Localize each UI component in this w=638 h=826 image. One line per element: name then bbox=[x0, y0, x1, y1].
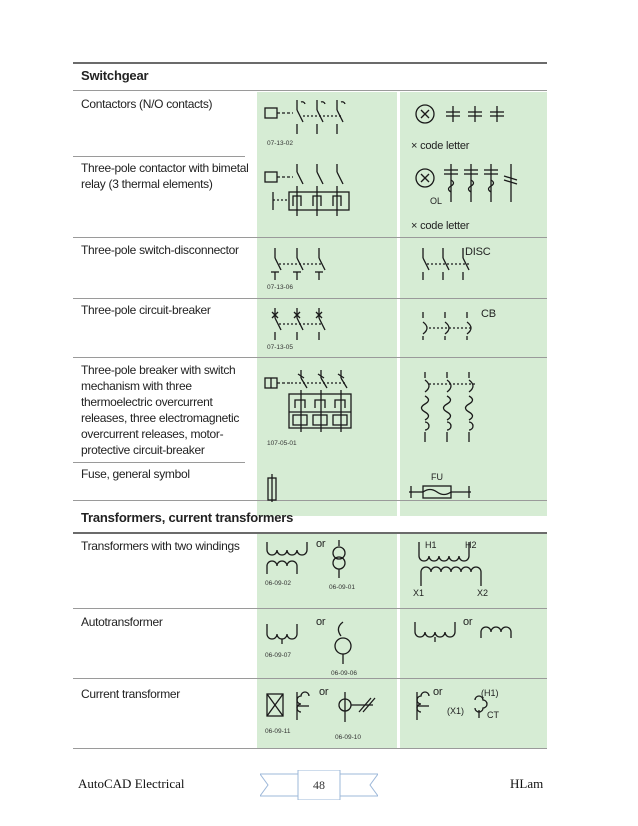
motor-protective-breaker-ansi-symbol bbox=[417, 370, 497, 444]
rule bbox=[73, 90, 547, 91]
iec-symbol-column bbox=[257, 92, 397, 516]
rule bbox=[73, 357, 547, 358]
h2-label: H2 bbox=[465, 540, 477, 550]
code-two-windings-1: 06-09-02 bbox=[265, 580, 292, 587]
or-text: or bbox=[316, 616, 326, 628]
row-label-circuit-breaker: Three-pole circuit-breaker bbox=[81, 303, 211, 317]
circuit-breaker-iec-symbol bbox=[267, 306, 347, 342]
current-transformer-ansi-symbol bbox=[411, 692, 431, 720]
or-text: or bbox=[316, 538, 326, 550]
x1-label: (X1) bbox=[447, 706, 465, 716]
rule bbox=[73, 500, 547, 501]
transformer-ansi-symbol bbox=[415, 542, 495, 590]
code-breaker-mechanism: 107-05-01 bbox=[267, 440, 297, 447]
autotransformer-ansi-alt-symbol bbox=[479, 622, 523, 642]
code-autotransformer-2: 06-09-06 bbox=[331, 670, 358, 677]
rule bbox=[73, 608, 547, 609]
cb-label: CB bbox=[481, 308, 496, 320]
row-label-two-windings: Transformers with two windings bbox=[81, 539, 240, 553]
footer-left: AutoCAD Electrical bbox=[78, 776, 185, 791]
section-rule bbox=[73, 532, 547, 534]
row-label-breaker-mechanism: Three-pole breaker with switch mechanism with three thermoelectric overcurrent releases, three electromagnetic overcurrent releases, motor-protective circuit-breaker bbox=[81, 363, 240, 457]
footer-right: HLam bbox=[510, 776, 544, 791]
symbol-table bbox=[73, 62, 547, 752]
code-letter-note: × code letter bbox=[411, 140, 470, 152]
bimetal-contactor-iec-symbol bbox=[263, 162, 363, 222]
code-letter-note: × code letter bbox=[411, 220, 470, 232]
rule bbox=[73, 298, 547, 299]
code-switch-disconnector: 07-13-06 bbox=[267, 284, 294, 291]
contactor-ansi-symbol bbox=[413, 100, 513, 130]
row-label-current-transformer: Current transformer bbox=[81, 687, 180, 701]
x2-label: X2 bbox=[477, 588, 489, 598]
code-autotransformer-1: 06-09-07 bbox=[265, 652, 292, 659]
transformer-circles-iec-symbol bbox=[331, 540, 347, 578]
bottom-rule bbox=[73, 748, 547, 749]
current-transformer-box-iec-symbol bbox=[265, 692, 285, 718]
rule bbox=[73, 237, 547, 238]
row-label-contactors: Contactors (N/O contacts) bbox=[81, 97, 213, 111]
autotransformer-ansi-symbol bbox=[413, 620, 463, 644]
code-current-transformer-2: 06-09-10 bbox=[335, 734, 362, 741]
row-label-fuse: Fuse, general symbol bbox=[81, 467, 190, 481]
row-label-autotransformer: Autotransformer bbox=[81, 615, 163, 629]
motor-protective-breaker-iec-symbol bbox=[263, 368, 363, 434]
or-text: or bbox=[319, 686, 329, 698]
ol-label: OL bbox=[430, 196, 443, 206]
fuse-iec-symbol bbox=[265, 474, 281, 502]
code-circuit-breaker: 07-13-05 bbox=[267, 344, 294, 351]
bimetal-contactor-ansi-symbol bbox=[413, 162, 513, 206]
row-label-bimetal-contactor: Three-pole contactor with bimetal relay (3 thermal elements) bbox=[81, 161, 249, 191]
top-rule bbox=[73, 62, 547, 64]
current-transformer-ansi-alt-symbol bbox=[473, 698, 487, 720]
h1-label: (H1) bbox=[481, 688, 499, 698]
x1-label: X1 bbox=[413, 588, 425, 598]
rule bbox=[73, 678, 547, 679]
autotransformer-iec-symbol bbox=[265, 622, 309, 646]
h1-label: H1 bbox=[425, 540, 437, 550]
page-number-badge bbox=[260, 770, 378, 800]
fu-label: FU bbox=[431, 472, 443, 482]
or-text: or bbox=[433, 686, 443, 698]
or-text: or bbox=[463, 616, 473, 628]
rule bbox=[73, 462, 245, 463]
section-title-switchgear: Switchgear bbox=[81, 68, 149, 83]
circuit-breaker-ansi-symbol bbox=[417, 310, 487, 342]
code-contactor: 07-13-02 bbox=[267, 140, 294, 147]
transformer-coils-iec-symbol bbox=[265, 540, 315, 576]
autotransformer-circle-iec-symbol bbox=[331, 622, 355, 666]
disc-label: DISC bbox=[465, 246, 491, 258]
ct-label: CT bbox=[487, 710, 499, 720]
rule bbox=[73, 156, 245, 157]
current-transformer-coil-iec-symbol bbox=[291, 692, 311, 720]
code-two-windings-2: 06-09-01 bbox=[329, 584, 356, 591]
current-transformer-circle-iec-symbol bbox=[337, 692, 377, 724]
section-title-transformers: Transformers, current transformers bbox=[81, 510, 294, 525]
ansi-symbol-column bbox=[400, 92, 547, 516]
code-current-transformer-1: 06-09-11 bbox=[265, 728, 291, 735]
page-number: 48 bbox=[313, 778, 325, 792]
switch-disconnector-iec-symbol bbox=[267, 246, 347, 282]
fuse-ansi-symbol bbox=[409, 482, 473, 502]
contactor-iec-symbol bbox=[263, 98, 363, 138]
row-label-switch-disconnector: Three-pole switch-disconnector bbox=[81, 243, 239, 257]
